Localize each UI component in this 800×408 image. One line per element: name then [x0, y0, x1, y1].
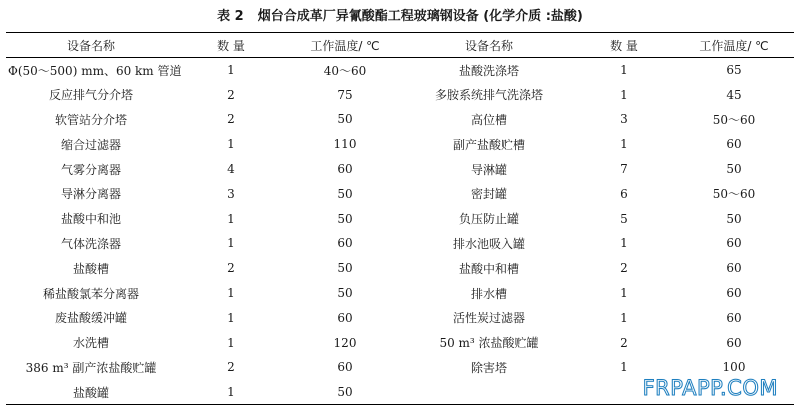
- equipment-name-cell: 除害塔: [470, 360, 507, 375]
- temperature-cell: 65: [726, 63, 742, 78]
- table-row: [6, 107, 794, 132]
- quantity-cell: 2: [227, 87, 235, 102]
- temperature-cell: 120: [333, 335, 357, 350]
- table-row: [6, 330, 794, 355]
- table-title: 烟台合成革厂异氰酸酯工程玻璃钢设备 (化学介质 :盐酸): [257, 9, 583, 24]
- equipment-name-cell: 高位槽: [470, 112, 507, 127]
- temperature-cell: 60: [337, 360, 353, 375]
- header-working-temperature: 工作温度/ ℃: [286, 33, 404, 58]
- temperature-cell: 50～60: [712, 112, 756, 127]
- temperature-cell: 60: [726, 335, 742, 350]
- temperature-cell: 50: [337, 112, 353, 127]
- equipment-name-cell: 导淋分离器: [60, 187, 121, 202]
- quantity-cell: 1: [620, 360, 628, 375]
- temperature-cell: 50: [337, 261, 353, 276]
- temperature-cell: 60: [337, 310, 353, 325]
- table-caption: [0, 5, 800, 24]
- temperature-cell: 50: [726, 211, 742, 226]
- quantity-cell: 1: [620, 286, 628, 301]
- equipment-name-cell: Φ(50～500) mm、60 km 管道: [8, 63, 182, 78]
- quantity-cell: 1: [620, 236, 628, 251]
- quantity-cell: 1: [620, 310, 628, 325]
- temperature-cell: 60: [726, 286, 742, 301]
- quantity-cell: 1: [620, 87, 628, 102]
- temperature-cell: 60: [726, 137, 742, 152]
- quantity-cell: 2: [620, 261, 628, 276]
- table-row: [6, 206, 794, 231]
- header-working-temperature-2: 工作温度/ ℃: [674, 33, 794, 58]
- quantity-cell: 1: [227, 137, 235, 152]
- temperature-cell: 60: [337, 162, 353, 177]
- equipment-name-cell: 多胺系统排气洗涤塔: [434, 88, 543, 103]
- table-header-row: [6, 33, 794, 58]
- table-row: [6, 157, 794, 182]
- quantity-cell: 4: [227, 162, 235, 177]
- temperature-cell: 60: [726, 310, 742, 325]
- equipment-name-cell: 盐酸罐: [6, 380, 176, 405]
- equipment-name-cell: [404, 380, 574, 405]
- equipment-name-cell: 50 m³ 浓盐酸贮罐: [439, 336, 539, 351]
- equipment-name-cell: 气体洗涤器: [60, 236, 121, 251]
- quantity-cell: 7: [620, 162, 628, 177]
- temperature-cell: 110: [333, 137, 357, 152]
- equipment-name-cell: 负压防止罐: [458, 212, 519, 227]
- table-row: [6, 58, 794, 83]
- equipment-name-cell: 盐酸中和池: [60, 212, 121, 227]
- quantity-cell: 3: [227, 186, 235, 201]
- table-row: [6, 132, 794, 157]
- quantity-cell: 1: [176, 380, 286, 405]
- header-equipment-name-2: 设备名称: [404, 33, 574, 58]
- temperature-cell: 60: [726, 236, 742, 251]
- equipment-name-cell: 386 m³ 副产浓盐酸贮罐: [25, 360, 157, 375]
- table-row: [6, 181, 794, 206]
- equipment-name-cell: 活性炭过滤器: [452, 311, 525, 326]
- equipment-name-cell: 副产盐酸贮槽: [452, 137, 525, 152]
- header-equipment-name: 设备名称: [6, 33, 176, 58]
- temperature-cell: 50: [286, 380, 404, 405]
- equipment-name-cell: 导淋罐: [470, 162, 507, 177]
- site-watermark: FRPAPP.COM: [642, 376, 778, 400]
- equipment-name-cell: 稀盐酸氯苯分离器: [42, 286, 139, 301]
- quantity-cell: 2: [227, 112, 235, 127]
- temperature-cell: 40～60: [323, 63, 367, 78]
- equipment-name-cell: 气雾分离器: [60, 162, 121, 177]
- temperature-cell: 75: [337, 87, 353, 102]
- equipment-name-cell: 密封罐: [470, 187, 507, 202]
- temperature-cell: 50: [337, 186, 353, 201]
- temperature-cell: 100: [722, 360, 746, 375]
- table-row: [6, 281, 794, 306]
- equipment-name-cell: 排水槽: [470, 286, 507, 301]
- table-row: [6, 256, 794, 281]
- quantity-cell: 2: [227, 360, 235, 375]
- quantity-cell: 1: [227, 286, 235, 301]
- temperature-cell: 60: [726, 261, 742, 276]
- temperature-cell: 60: [337, 236, 353, 251]
- quantity-cell: 3: [620, 112, 628, 127]
- quantity-cell: 5: [620, 211, 628, 226]
- quantity-cell: 6: [620, 186, 628, 201]
- table-number: 表 2: [217, 9, 244, 24]
- quantity-cell: 1: [227, 335, 235, 350]
- table-row: [6, 82, 794, 107]
- equipment-name-cell: 废盐酸缓冲罐: [54, 311, 127, 326]
- header-quantity: 数 量: [176, 33, 286, 58]
- temperature-cell: 50: [726, 162, 742, 177]
- quantity-cell: 2: [620, 335, 628, 350]
- quantity-cell: 1: [620, 137, 628, 152]
- quantity-cell: 1: [620, 63, 628, 78]
- equipment-table: [6, 32, 794, 405]
- quantity-cell: 1: [227, 211, 235, 226]
- equipment-name-cell: 盐酸洗涤塔: [458, 63, 519, 78]
- equipment-name-cell: 盐酸槽: [72, 261, 109, 276]
- temperature-cell: 50: [337, 211, 353, 226]
- quantity-cell: 1: [227, 310, 235, 325]
- quantity-cell: 1: [227, 236, 235, 251]
- table-row: [6, 231, 794, 256]
- equipment-name-cell: 水洗槽: [72, 336, 109, 351]
- temperature-cell: 50: [337, 286, 353, 301]
- temperature-cell: 50～60: [712, 187, 756, 202]
- temperature-cell: 45: [726, 87, 742, 102]
- equipment-name-cell: 软管站分介塔: [54, 112, 127, 127]
- equipment-name-cell: 缩合过滤器: [60, 137, 121, 152]
- table-row: [6, 305, 794, 330]
- quantity-cell: 1: [227, 63, 235, 78]
- equipment-name-cell: 反应排气分介塔: [48, 88, 133, 103]
- quantity-cell: 2: [227, 261, 235, 276]
- equipment-name-cell: 排水池吸入罐: [452, 236, 525, 251]
- header-quantity-2: 数 量: [574, 33, 674, 58]
- equipment-name-cell: 盐酸中和槽: [458, 261, 519, 276]
